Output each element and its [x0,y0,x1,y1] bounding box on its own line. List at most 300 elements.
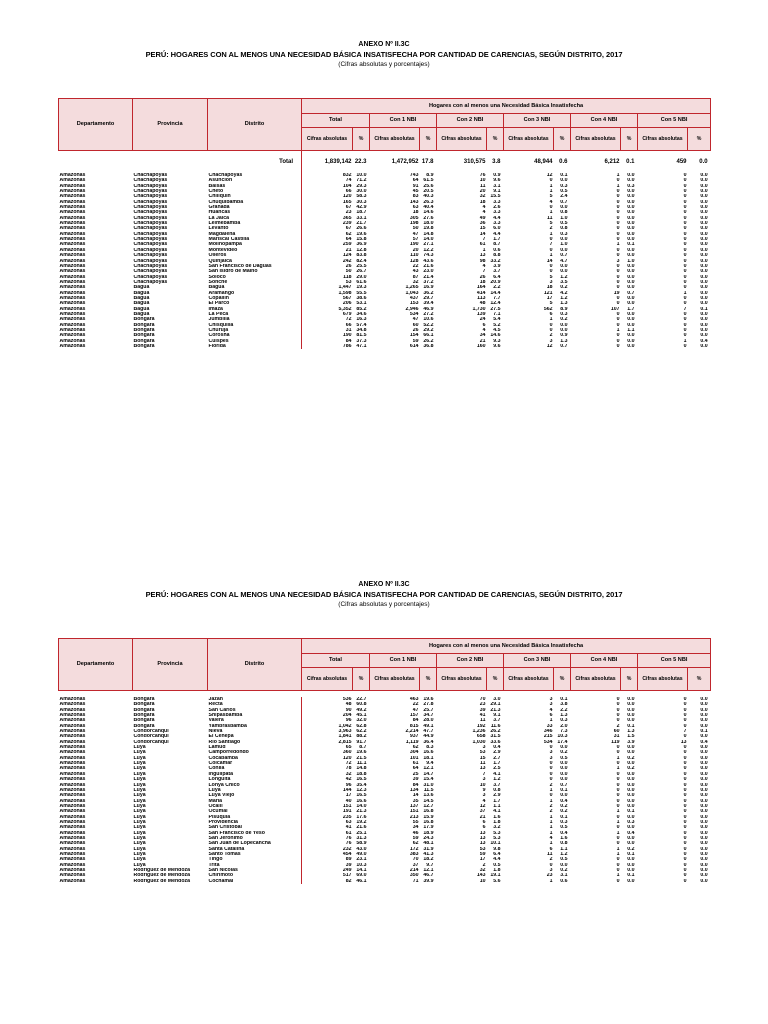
cell-pct: 3.2 [493,825,501,831]
cell-distrito: Lonya Chico [208,782,240,788]
cell-pct: 0.1 [627,723,635,729]
cell-abs: 0 [683,205,687,211]
cell-pct: 1.6 [560,835,568,841]
cell-abs: 0 [683,178,687,184]
cell-abs: 83 [412,194,419,200]
cell-pct: 14.7 [423,771,434,777]
cell-abs: 0 [616,707,620,713]
cell-abs: 120 [302,756,353,761]
cell-abs: 1 [683,338,687,344]
cell-departamento: Amazonas [59,702,86,708]
cell-abs: 26 [302,264,353,269]
cell-pct: 12.1 [423,868,434,873]
cell-distrito: Florida [208,344,226,349]
cell-pct: 0.0 [700,798,708,804]
cell-departamento: Amazonas [59,846,86,852]
header-abs: Cifras absolutas [504,668,554,691]
cell-distrito: Cuispes [208,338,229,344]
cell-abs: 2 [549,782,553,788]
annex-label: ANEXO Nº II.3C [358,41,410,48]
cell-pct: 25.6 [423,183,434,189]
header-departamento: Departamento [59,639,133,691]
cell-pct: 30.0 [356,189,367,195]
cell-departamento: Amazonas [59,857,86,863]
cell-pct: 1.2 [560,274,568,280]
cell-pct: 1.1 [493,803,501,809]
cell-pct: 58.3 [356,194,367,200]
cell-pct: 3.0 [493,697,501,702]
cell-abs: 3 [549,755,553,761]
cell-distrito: Mariscal Castilla [208,237,250,243]
cell-pct: 15.5 [490,194,501,200]
cell-abs: 143 [476,873,486,879]
cell-abs: 0 [683,766,687,772]
cell-abs: 4 [549,199,553,205]
cell-pct: 7.3 [560,729,568,735]
cell-distrito: San Cristobal [208,825,242,831]
cell-pct: 18.0 [423,221,434,227]
cell-provincia: Bongara [133,707,155,713]
cell-pct: 23.1 [356,857,367,863]
cell-departamento: Amazonas [59,723,86,729]
cell-pct: 0.0 [700,825,708,831]
cell-pct: 0.0 [700,755,708,761]
cell-abs: 18 [546,285,553,291]
cell-pct: 10.6 [423,317,434,323]
table-row [59,879,711,884]
cell-pct: 0.1 [627,851,635,857]
cell-abs: 1,042 [302,724,353,729]
cell-abs: 0 [683,269,687,275]
cell-pct: 0.4 [493,745,501,751]
cell-abs: 0 [616,295,620,301]
cell-pct: 0.2 [560,809,568,815]
cell-pct: 10.1 [490,841,501,847]
header-abs: Cifras absolutas [571,668,621,691]
cell-pct: 34.6 [356,311,367,317]
header-abs: Cifras absolutas [302,128,353,151]
cell-pct: 0.5 [560,189,568,195]
cell-provincia: Luya [133,857,146,863]
cell-abs: 232 [302,847,353,852]
cell-distrito: Levanto [208,226,229,232]
cell-abs: 50 [302,269,353,274]
cell-pct: 60.8 [356,702,367,708]
cell-abs: 0 [616,285,620,291]
cell-departamento: Amazonas [59,766,86,772]
cell-abs: 679 [302,312,353,317]
cell-provincia: Rodriguez de Mendoza [133,873,190,879]
cell-abs: 12 [479,803,486,809]
cell-pct: 24.3 [423,835,434,841]
cell-pct: 0.0 [700,194,708,200]
cell-departamento: Amazonas [59,830,86,836]
cell-provincia: Bongara [133,333,155,339]
cell-pct: 21.3 [490,707,501,713]
cell-pct: 1.7 [493,237,501,243]
cell-departamento: Amazonas [59,745,86,751]
cell-abs: 76 [302,841,353,846]
cell-abs: 0 [549,327,553,333]
cell-provincia: Luya [133,851,146,857]
cell-abs: 154 [409,333,419,339]
cell-pct: 0.0 [700,702,708,708]
cell-pct: 22.7 [356,697,367,702]
header-group: Hogares con al menos una Necesidad Básica Insatisfecha [302,639,711,654]
page-header [0,40,768,70]
cell-provincia: Bagua [133,295,150,301]
cell-pct: 0.0 [560,178,568,184]
cell-abs: 21 [479,814,486,820]
cell-pct: 33.2 [490,258,501,264]
cell-abs: 0 [616,803,620,809]
cell-abs: 20 [479,189,486,195]
cell-distrito: Recta [208,702,223,708]
cell-abs: 0 [616,761,620,767]
cell-pct: 0.5 [560,857,568,863]
cell-abs: 0 [616,825,620,831]
cell-abs: 71 [412,878,419,884]
cell-pct: 26.7 [356,269,367,275]
cell-provincia: Chachapoyas [133,274,168,280]
cell-abs: 0 [683,221,687,227]
cell-abs: 4 [482,205,486,211]
cell-distrito: Chuquibamba [208,199,244,205]
header-row [59,99,711,114]
cell-abs: 0 [616,878,620,884]
cell-pct: 0.0 [627,263,635,269]
cell-pct: 0.0 [700,750,708,756]
cell-pct: 1.2 [560,851,568,857]
cell-pct: 0.0 [627,814,635,820]
cell-abs: 72 [302,317,353,322]
cell-pct: 71.2 [356,178,367,184]
cell-pct: 0.0 [700,274,708,280]
cell-abs: 74 [302,178,353,183]
cell-abs: 0 [683,718,687,724]
cell-abs: 2 [549,809,553,815]
cell-pct: 0.0 [700,878,708,884]
cell-pct: 27.8 [423,702,434,708]
header-abs: Cifras absolutas [370,668,420,691]
cell-abs: 1,043 [405,290,419,296]
cell-abs: 76 [302,836,353,841]
cell-pct: 23.0 [423,269,434,275]
cell-abs: 11 [480,183,486,189]
cell-abs: 67 [302,205,353,210]
cell-pct: 0.0 [560,327,568,333]
cell-provincia: Chachapoyas [133,199,168,205]
cell-abs: 0 [683,327,687,333]
cell-pct: 0.0 [700,269,708,275]
cell-distrito: Corosha [208,333,230,339]
cell-abs: 91 [412,183,419,189]
cell-abs: 17 [479,857,486,863]
cell-abs: 21 [479,338,486,344]
cell-pct: 0.0 [627,295,635,301]
cell-abs: 31 [302,328,353,333]
cell-pct: 0.0 [627,803,635,809]
cell-departamento: Amazonas [59,301,86,307]
cell-provincia: Chachapoyas [133,189,168,195]
cell-pct: 19.6 [356,231,367,237]
cell-pct: 62.8 [356,723,367,729]
cell-distrito: Imaza [208,306,223,312]
cell-abs: 37 [479,809,486,815]
cell-pct: 49.1 [423,723,434,729]
cell-abs: 0 [683,707,687,713]
total-value: 22.3 [354,159,367,165]
cell-pct: 0.0 [627,777,635,783]
cell-pct: 32.0 [356,718,367,724]
cell-pct: 0.0 [627,269,635,275]
cell-abs: 346 [543,729,553,735]
cell-abs: 57 [412,237,419,243]
cell-distrito: Balsas [208,183,226,189]
cell-pct: 0.0 [700,777,708,783]
cell-pct: 0.0 [627,178,635,184]
cell-abs: 0 [683,846,687,852]
cell-pct: 0.0 [700,322,708,328]
cell-pct: 0.0 [700,178,708,184]
cell-pct: 0.0 [700,344,708,349]
cell-abs: 0 [683,199,687,205]
cell-pct: 0.0 [700,210,708,216]
cell-pct: 12.7 [423,803,434,809]
cell-abs: 13 [479,841,486,847]
cell-abs: 1,119 [405,739,419,745]
cell-pct: 10.3 [557,734,568,740]
cell-abs: 128 [409,258,419,264]
cell-pct: 0.0 [627,707,635,713]
cell-provincia: Chachapoyas [133,194,168,200]
cell-provincia: Chachapoyas [133,221,168,227]
cell-departamento: Amazonas [59,269,86,275]
cell-pct: 1.1 [560,846,568,852]
total-value: 459 [676,159,687,165]
cell-abs: 0 [549,205,553,211]
cell-distrito: Rio Santiago [208,739,241,745]
cell-pct: 14.8 [356,766,367,772]
cell-abs: 7 [683,306,687,312]
cell-abs: 72 [302,761,353,766]
cell-pct: 14.8 [423,231,434,237]
cell-distrito: Cocabamba [208,755,238,761]
cell-pct: 30.3 [356,199,367,205]
cell-abs: 0 [616,344,620,349]
cell-abs: 0 [549,777,553,783]
cell-abs: 0 [616,205,620,211]
cell-provincia: Luya [133,862,146,868]
cell-abs: 1,841 [302,734,353,739]
cell-pct: 0.0 [700,787,708,793]
cell-pct: 2.4 [560,194,568,200]
cell-pct: 0.0 [627,771,635,777]
cell-abs: 815 [409,723,419,729]
header-col-4: Con 4 NBI [571,114,638,128]
cell-abs: 4 [482,798,486,804]
cell-pct: 0.2 [627,766,635,772]
cell-pct: 14.6 [490,333,501,339]
cell-departamento: Amazonas [59,761,86,767]
header-col-2: Con 2 NBI [437,114,504,128]
cell-abs: 249 [302,868,353,873]
cell-abs: 96 [302,718,353,723]
cell-pct: 0.0 [627,247,635,253]
cell-pct: 9.6 [493,344,501,349]
cell-abs: 0 [683,231,687,237]
cell-abs: 3 [549,697,553,702]
cell-pct: 3.8 [560,702,568,708]
cell-distrito: Santo Tomas [208,851,241,857]
cell-abs: 0 [616,798,620,804]
cell-distrito: San Nicolas [208,868,238,873]
cell-pct: 0.0 [700,327,708,333]
cell-pct: 19.2 [356,819,367,825]
cell-pct: 36.4 [423,739,434,745]
cell-abs: 49 [479,215,486,221]
cell-distrito: Molinopampa [208,242,242,248]
cell-distrito: Santa Catalina [208,846,245,852]
cell-pct: 0.0 [700,231,708,237]
cell-abs: 120 [302,194,353,199]
cell-departamento: Amazonas [59,868,86,873]
cell-abs: 214 [409,868,419,873]
cell-pct: 52.2 [423,322,434,328]
cell-pct: 13.6 [423,793,434,799]
cell-abs: 78 [302,766,353,771]
cell-distrito: Chirimoto [208,873,233,879]
cell-distrito: Magdalena [208,231,236,237]
cell-pct: 0.0 [700,830,708,836]
cell-pct: 0.1 [627,242,635,248]
total-value: 310,575 [463,159,486,165]
cell-pct: 27.1 [423,242,434,248]
cell-pct: 40.3 [423,194,434,200]
cell-pct: 58.9 [356,841,367,847]
cell-distrito: Lamud [208,745,226,751]
cell-abs: 26 [412,327,419,333]
cell-departamento: Amazonas [59,322,86,328]
cell-abs: 191 [302,809,353,814]
cell-abs: 0 [616,782,620,788]
cell-departamento: Amazonas [59,739,86,745]
page-header [0,580,768,610]
cell-pct: 5.3 [493,835,501,841]
cell-pct: 27.2 [423,311,434,317]
cell-pct: 4.4 [493,231,501,237]
cell-provincia: Bongara [133,317,155,323]
cell-pct: 0.3 [560,231,568,237]
cell-pct: 0.0 [700,279,708,285]
cell-pct: 0.0 [627,205,635,211]
cell-pct: 81.5 [356,333,367,339]
cell-pct: 2.7 [493,755,501,761]
cell-pct: 0.5 [493,862,501,868]
cell-pct: 91.7 [356,739,367,745]
cell-abs: 151 [302,804,353,809]
cell-abs: 0 [616,750,620,756]
cell-abs: 536 [302,697,353,702]
cell-abs: 14 [412,793,419,799]
cell-abs: 3,963 [302,729,353,734]
cell-pct: 29.3 [356,183,367,189]
cell-abs: 134 [409,787,419,793]
cell-pct: 0.0 [700,713,708,719]
cell-abs: 2 [549,803,553,809]
cell-pct: 36.8 [423,344,434,349]
header-pct: % [621,128,638,151]
header-abs: Cifras absolutas [437,128,487,151]
cell-provincia: Luya [133,809,146,815]
cell-pct: 0.0 [700,841,708,847]
cell-pct: 0.1 [627,809,635,815]
cell-provincia: Luya [133,814,146,820]
cell-abs: 23 [479,702,486,708]
cell-abs: 36 [479,221,486,227]
cell-abs: 0 [683,745,687,751]
cell-pct: 21.5 [356,755,367,761]
cell-pct: 10.0 [356,173,367,178]
cell-abs: 0 [549,761,553,767]
cell-pct: 0.6 [493,247,501,253]
cell-pct: 0.1 [560,173,568,178]
table-head [59,639,711,691]
cell-distrito: El Cenepa [208,734,234,740]
cell-distrito: Bagua [208,285,225,291]
cell-pct: 0.0 [700,226,708,232]
cell-abs: 1 [616,242,620,248]
table-title: PERÚ: HOGARES CON AL MENOS UNA NECESIDAD BÁSICA INSATISFECHA POR CANTIDAD DE CARENCIAS, SEGÚN DISTRITO, 2017 [145,590,623,599]
cell-distrito: San Francisco de Daguas [208,263,272,269]
cell-abs: 82 [302,879,353,884]
cell-pct: 0.0 [627,344,635,349]
cell-distrito: Valera [208,718,224,724]
cell-departamento: Amazonas [59,285,86,291]
cell-pct: 8.7 [359,745,367,751]
cell-distrito: Conila [208,766,225,772]
cell-pct: 0.0 [560,247,568,253]
cell-abs: 0 [616,835,620,841]
cell-pct: 2.9 [493,750,501,756]
cell-pct: 0.0 [627,868,635,873]
cell-abs: 13 [479,766,486,772]
cell-distrito: Soloco [208,274,226,280]
cell-abs: 0 [683,274,687,280]
cell-pct: 34.8 [356,327,367,333]
cell-abs: 6 [549,713,553,719]
cell-abs: 0 [683,697,687,702]
cell-pct: 0.0 [700,718,708,724]
cell-pct: 39.4 [423,301,434,307]
cell-abs: 3 [549,279,553,285]
cell-abs: 0 [616,269,620,275]
cell-pct: 11.5 [423,787,434,793]
cell-pct: 74.3 [423,253,434,259]
cell-pct: 16.5 [356,777,367,783]
cell-departamento: Amazonas [59,755,86,761]
cell-abs: 0 [616,189,620,195]
cell-pct: 3.7 [493,782,501,788]
cell-abs: 26 [479,274,486,280]
cell-abs: 1 [549,253,553,259]
cell-pct: 0.0 [700,189,708,195]
cell-provincia: Bongara [133,338,155,344]
cell-provincia: Chachapoyas [133,215,168,221]
cell-pct: 0.0 [627,750,635,756]
cell-abs: 65 [302,745,353,750]
cell-abs: 0 [549,745,553,751]
